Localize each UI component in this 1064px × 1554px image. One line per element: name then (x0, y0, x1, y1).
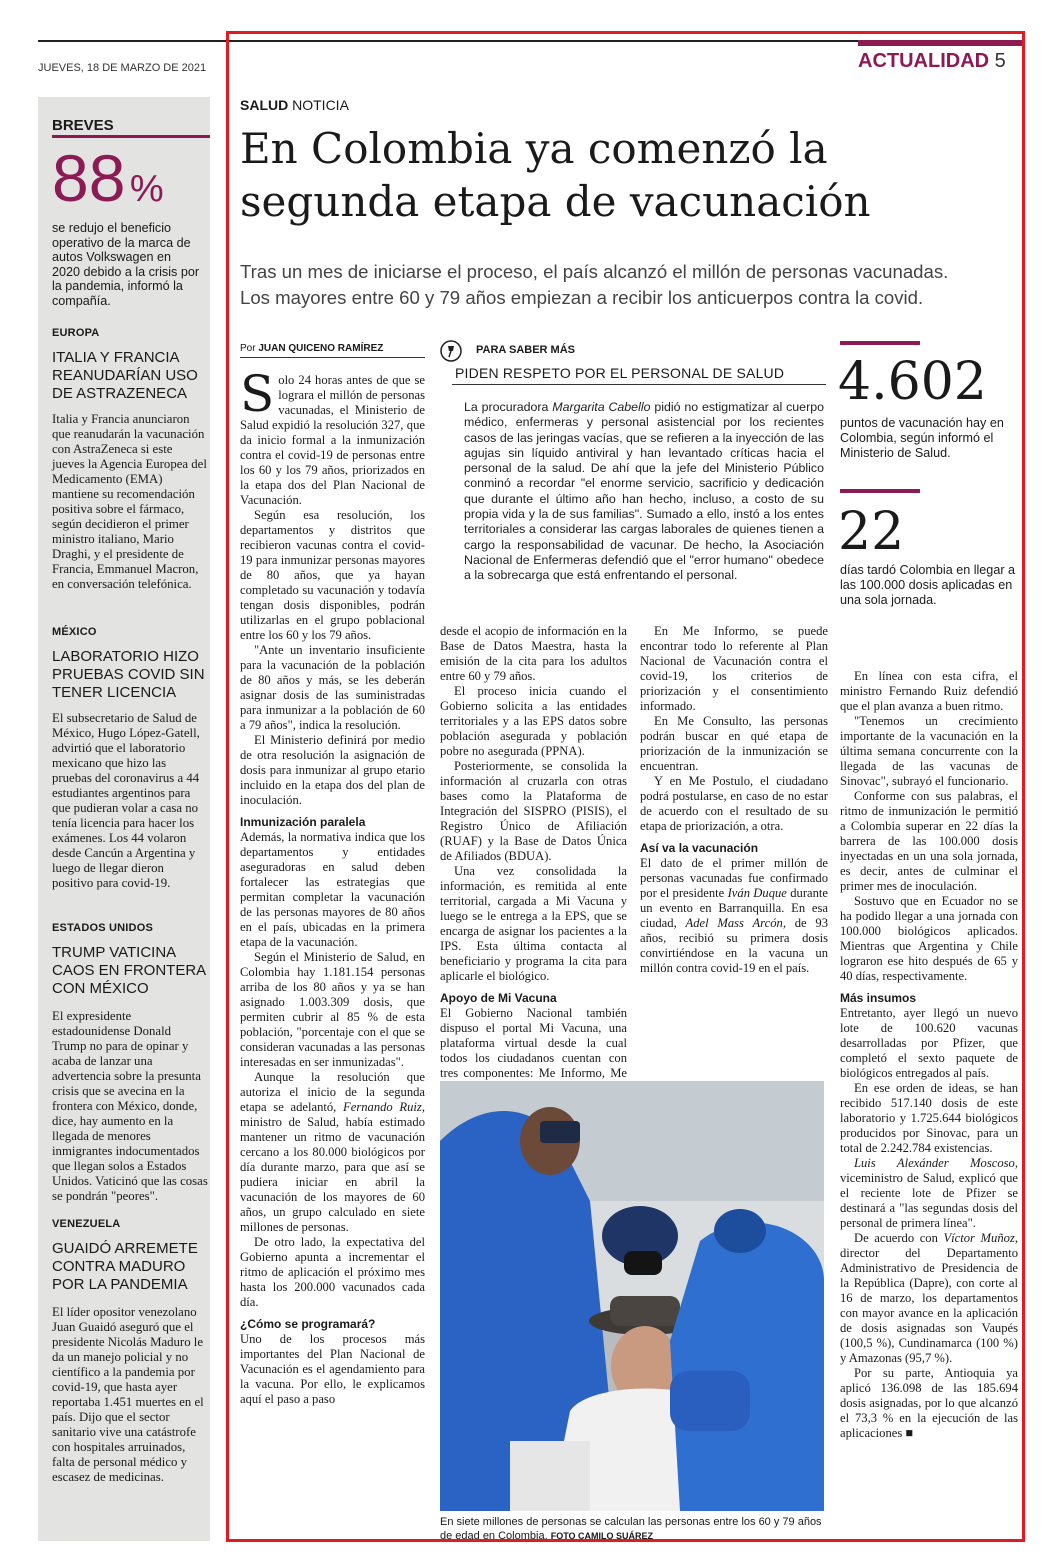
page-number: 5 (994, 50, 1006, 72)
article-paragraph: De otro lado, la expectativa del Gobierno apunta a incrementar el ritmo de aplicación el próximo mes hasta los 200.000 vacunados cada día. (240, 1235, 425, 1309)
dropcap: S (240, 365, 275, 423)
article-paragraph: El Gobierno Nacional también dispuso el portal Mi Vacuna, una plataforma virtual desde la cual todos los ciudadanos cuentan con tres componentes: Me Informo, Me (440, 1006, 627, 1080)
sidebar-stat (52, 140, 164, 216)
article-paragraph: El dato de el primer millón de personas vacunadas fue confirmado por el presidente Iván Duque durante un evento en Barranquilla. En esa ciudad, Adel Mass Arcón, de 93 años, recibió su primera dosis convirtiéndose en la vacuna un millón contra covid-19 en el país. (640, 856, 828, 975)
article-paragraph: En línea con esta cifra, el ministro Fernando Ruiz defendió que el plan avanza a buen ritmo. (840, 669, 1018, 713)
info-box-rule (452, 384, 826, 385)
article-photo (440, 1081, 824, 1511)
section-header (858, 50, 1006, 73)
article-paragraph: Según esa resolución, los departamentos y distritos que recibieron vacunas contra el covid-19 para inmunizar personas mayores de 80 años, que ya hayan completado su vacunación y todavía tengan dosis disponibles, podrán utilizarlas en el grupo poblacional entre los 60 y los 79 años. (240, 508, 425, 642)
kicker-text: NOTICIA (292, 97, 349, 113)
byline-name: JUAN QUICENO RAMÍREZ (258, 343, 384, 354)
article-paragraph: Entretanto, ayer llegó un nuevo lote de 100.620 vacunas desarrolladas por Pfizer, que completó el sexto paquete de biológicos entregados al país. (840, 1006, 1018, 1080)
article-deck-line1: Tras un mes de iniciarse el proceso, el país alcanzó el millón de personas vacunadas. (240, 261, 949, 282)
article-paragraph: "Ante un inventario insuficiente para la vacunación de la población de 80 años y más, se les deberán asignar dosis de las suministradas para inmunizar a la población de 60 a 79 años", indica la resolución. (240, 643, 425, 732)
article-title-line2: segunda etapa de vacunación (240, 177, 871, 226)
kicker-bold: SALUD (240, 97, 289, 113)
sidebar-stat-unit: % (129, 168, 164, 210)
sidebar-headline-europa: ITALIA Y FRANCIA REANUDARÍAN USO DE ASTRAZENECA (52, 349, 198, 402)
article-paragraph: Aunque la resolución que autoriza el inicio de la segunda etapa se adelantó, Fernando Ruiz, ministro de Salud, había estimado mantener un ritmo de vacunación cercano a los 80.000 biológicos por día durante marzo, para que así se pudiera iniciar en abril la vacunación de los mayores de 60 años, un grupo calculado en siete millones de personas. (240, 1070, 425, 1234)
stat-value-1: 4.602 (838, 352, 987, 412)
info-box-headline: PIDEN RESPETO POR EL PERSONAL DE SALUD (455, 365, 785, 381)
stat-text-2: días tardó Colombia en llegar a las 100.000 dosis aplicadas en una sola jornada. (840, 563, 1016, 607)
article-paragraph: Luis Alexánder Moscoso, viceministro de Salud, explicó que el reciente lote de Pfizer se destinará a "las segundas dosis del personal de primera línea". (840, 1156, 1018, 1230)
sidebar-title: BREVES (52, 117, 114, 134)
subheading-inmunizacion: Inmunización paralela (240, 815, 366, 829)
article-column-4 (840, 669, 1018, 1441)
article-deck (240, 259, 948, 311)
stat-text-1: puntos de vacunación hay en Colombia, según informó el Ministerio de Salud. (840, 416, 1004, 460)
photo-credit: FOTO CAMILO SUÁREZ (550, 1531, 654, 1541)
sidebar-section-venezuela: VENEZUELA (52, 1218, 121, 1230)
sidebar-headline-venezuela: GUAIDÓ ARREMETE CONTRA MADURO POR LA PANDEMIA (52, 1240, 198, 1293)
byline-rule (240, 357, 425, 358)
sidebar-headline-mexico: LABORATORIO HIZO PRUEBAS COVID SIN TENER LICENCIA (52, 648, 205, 701)
sidebar-section-europa: EUROPA (52, 327, 100, 339)
article-paragraph: Y en Me Postulo, el ciudadano podrá postularse, en caso de no estar de acuerdo con el resultado de su etapa de priorización, a otra. (640, 774, 828, 833)
article-paragraph: En ese orden de ideas, se han recibido 517.140 dosis de este laboratorio y 1.725.644 biológicos producidos por Sinovac, para un total de 2.242.784 existencias. (840, 1081, 1018, 1155)
info-box-body: La procuradora Margarita Cabello pidió no estigmatizar al cuerpo médico, enfermeras y personal asistencial por los recientes casos de las jeringas vacías, que se refieren a la inyección de las agujas sin líquido antiviral y han levantado críticas hacia el personal de la salud. De ahí que la jefe del Ministerio Público conminó a recordar "el enorme servicio, sacrificio y dedicación que durante el último año han hecho, incluso, a costo de su propia vida y la de sus familias". Sumado a ello, instó a los entes territoriales a considerar las cargas laborales de quienes tienen a cargo la responsabilidad de vacunar. De hecho, la Asociación Nacional de Enfermeras defendió que el "error humano" obedece a la sobrecarga que está enfrentando el personal. (464, 400, 824, 583)
section-accent-bar (858, 40, 1023, 46)
article-paragraph: En Me Informo, se puede encontrar todo lo referente al Plan Nacional de Vacunación contra el covid-19, los criterios de priorización y el consentimiento informado. (640, 624, 828, 713)
sidebar-section-mexico: MÉXICO (52, 626, 97, 638)
sidebar-body-mexico: El subsecretario de Salud de México, Hugo López-Gatell, advirtió que el laboratorio mexicano que hizo las pruebas del coronavirus a 44 estudiantes argentinos para que pudieran volar a casa no tenía licencia para hacer los exámenes. Los 44 volaron desde Cancún a Argentina y luego de llegar dieron positivo para covid-19. (52, 711, 200, 890)
article-paragraph: Conforme con sus palabras, el ritmo de inmunización le permitió a Colombia superar en 22 días la barrera de las 100.000 dosis inyectadas en un una sola jornada, es decir, antes de culminar el primer mes de inoculación. (840, 789, 1018, 893)
page-date: JUEVES, 18 DE MARZO DE 2021 (38, 62, 207, 74)
article-column-1 (240, 365, 425, 1407)
article-paragraph: Una vez consolidada la información, es remitida al ente territorial, cargada a Mi Vacuna y luego se le entrega a la EPS, que se encarga de asignar los pacientes a la IPS. Esta última contacta al beneficiario y programa la cita para aplicarle el biológico. (440, 864, 627, 983)
photo-caption (440, 1515, 824, 1543)
article-paragraph: Además, la normativa indica que los departamentos y entidades aseguradoras en salud deben fortalecer las estrategias que permitan completar la vacunación de las personas mayores de 80 años en el país, ubicadas en la primera etapa de la vacunación. (240, 830, 425, 949)
sidebar-body-europa: Italia y Francia anunciaron que reanudarán la vacunación con AstraZeneca si este jueves la Agencia Europea del Medicamento (EMA) mantiene su recomendación positiva sobre el fármaco, según decidieron el primer ministro italiano, Mario Draghi, y el presidente de Francia, Emmanuel Macron, en conversación telefónica. (52, 412, 207, 591)
article-paragraph: Según el Ministerio de Salud, en Colombia hay 1.181.154 personas arriba de los 80 años y ya se han asignado 1.003.309 dosis, que permiten cubrir al 85 % de esta población, "porcentaje con el que se consideran vacunadas a las personas interesadas en ser inmunizadas". (240, 950, 425, 1069)
vaccination-photo-illustration (440, 1081, 824, 1511)
article-paragraph: Uno de los procesos más importantes del Plan Nacional de Vacunación es el agendamiento para la vacuna. Por ello, le explicamos aquí el paso a paso (240, 1332, 425, 1406)
sidebar-section-estados-unidos: ESTADOS UNIDOS (52, 922, 153, 934)
article-column-2 (440, 624, 627, 1096)
article-kicker (240, 97, 349, 113)
article-paragraph: "Tenemos un crecimiento importante de la vacunación en la última semana concurrente con la llegada de las vacunas de Sinovac", subrayó el funcionario. (840, 714, 1018, 788)
article-paragraph: Por su parte, Antioquia ya aplicó 136.098 de las 185.694 dosis asignadas, por lo que alcanzó el 73,3 % en la ejecución de las aplicaciones ■ (840, 1366, 1018, 1440)
article-deck-line2: Los mayores entre 60 y 79 años empiezan a recibir los anticuerpos contra la covid. (240, 287, 924, 308)
article-column-3 (640, 624, 828, 1064)
article-paragraph: De acuerdo con Víctor Muñoz, director del Departamento Administrativo de Presidencia de la República (Dapre), con corte al 16 de marzo, los departamentos con mayor avance en la aplicación de dosis asignadas son Vaupés (100,5 %), Cundinamarca (100 %) y Amazonas (95,7 %). (840, 1231, 1018, 1365)
sidebar-body-venezuela: El líder opositor venezolano Juan Guaidó aseguró que el presidente Nicolás Maduro le da un manejo policial y no científico a la pandemia por covid-19, que hasta ayer reportaba 1.451 muertes en el país. Dijo que el sector sanitario vive una catástrofe con hospitales arruinados, falta de personal médico y escasez de medicinas. (52, 1305, 204, 1484)
sidebar-title-rule (52, 135, 210, 138)
end-mark: ■ (905, 1426, 914, 1440)
byline-prefix: Por (240, 343, 256, 354)
article-title (240, 122, 871, 228)
subheading-asi-va: Así va la vacunación (640, 841, 759, 855)
subheading-como: ¿Cómo se programará? (240, 1317, 376, 1331)
article-paragraph: Sostuvo que en Ecuador no se ha podido llegar a una jornada con 100.000 biológicos aplicados. Mientras que Argentina y Chile lograron ese hito después de 65 y 40 días, respectivamente. (840, 894, 1018, 983)
info-box-label: PARA SABER MÁS (476, 344, 576, 356)
sidebar-headline-estados-unidos: TRUMP VATICINA CAOS EN FRONTERA CON MÉXICO (52, 944, 206, 997)
article-paragraph: desde el acopio de información en la Base de Datos Maestra, hasta la emisión de la cita para los adultos entre 60 y 79 años. (440, 624, 627, 683)
byline (240, 343, 383, 354)
article-paragraph: El proceso inicia cuando el Gobierno solicita a las entidades territoriales y a las EPS datos sobre población asegurada y población pobre no asegurada (PPNA). (440, 684, 627, 758)
subheading-apoyo: Apoyo de Mi Vacuna (440, 991, 557, 1005)
stat-rule-1 (840, 341, 920, 345)
sidebar-body-estados-unidos: El expresidente estadounidense Donald Trump no para de opinar y acaba de lanzar una advertencia sobre la presunta crisis que se avecina en la frontera con México, donde, dice, hay aumento en la llegada de menores inmigrantes indocumentados que llegan solos a Estados Unidos. Vaticinó que las cosas se pondrán "peores". (52, 1009, 208, 1203)
article-paragraph: En Me Consulto, las personas podrán buscar en qué etapa de priorización de la inmunización se encuentran. (640, 714, 828, 773)
sidebar-stat-value: 88 (52, 141, 126, 215)
sidebar-stat-text: se redujo el beneficio operativo de la marca de autos Volkswagen en 2020 debido a la crisis por la pandemia, informó la compañía. (52, 221, 200, 308)
article-paragraph: El Ministerio definirá por medio de otra resolución la asignación de dosis para inmunizar al grupo etario incluido en la etapa dos del plan de inoculación. (240, 733, 425, 807)
section-name: ACTUALIDAD (858, 50, 990, 72)
subheading-mas-insumos: Más insumos (840, 991, 917, 1005)
pin-icon (440, 340, 462, 362)
info-box-icon (440, 340, 462, 362)
article-paragraph: Solo 24 horas antes de que se lograra el millón de personas vacunadas, el Ministerio de Salud expidió la resolución 327, que da inicio formal a la inmunización contra el covid-19 de personas entre los 60 y los 79 años, priorizados en la etapa dos del Plan Nacional de Vacunación. (240, 365, 425, 507)
photo-caption-text: En siete millones de personas se calculan las personas entre los 60 y 79 años de edad en Colombia. (440, 1516, 822, 1542)
article-paragraph: Posteriormente, se consolida la información al cruzarla con otras bases como la Plataforma de Integración del SISPRO (PISIS), el Registro Único de Afiliación (RUAF) y la Base de Datos Única de Afiliados (BDUA). (440, 759, 627, 863)
stat-value-2: 22 (838, 502, 905, 562)
stat-rule-2 (840, 489, 920, 493)
article-title-line1: En Colombia ya comenzó la (240, 124, 828, 173)
